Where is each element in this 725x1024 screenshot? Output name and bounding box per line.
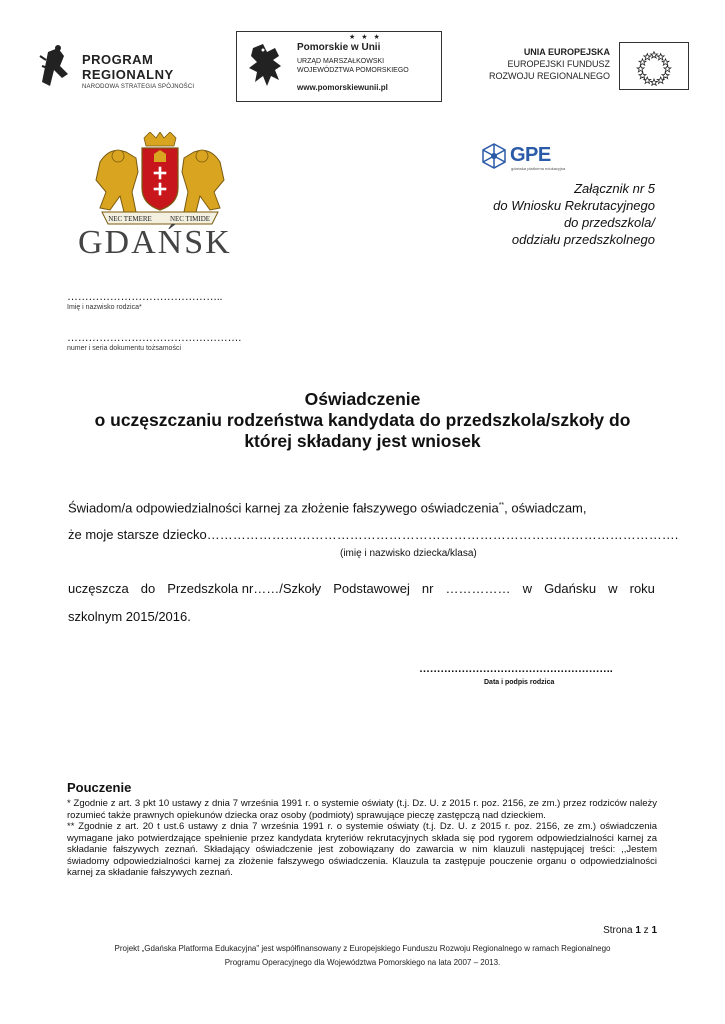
p2-word8: Gdańsku — [544, 581, 597, 596]
eu-flag-icon — [619, 42, 689, 90]
p2-word9: w — [608, 581, 618, 596]
griffin-icon — [245, 42, 289, 90]
ribbon-right-text: NEC TIMIDE — [169, 215, 211, 223]
p2-word2: do — [140, 581, 156, 596]
declaration-text-b: , oświadczam, — [504, 500, 587, 516]
annex-line3: do przedszkola/ — [563, 215, 655, 230]
footnote-1: * Zgodnie z art. 3 pkt 10 ustawy z dnia 7 września 1991 r. o systemie oświaty (t.j. Dz. U. z 2015 r. poz. 2156, ze zm.) przez rodziców należy rozumieć także prawnych opiekunów dziecka oraz osoby (podmioty) sprawujące pieczę zastępczą nad dzieckiem. — [67, 798, 657, 821]
p2-word7: w — [522, 581, 532, 596]
attendance-line2: szkolnym 2015/2016. — [68, 609, 191, 624]
child-name-field[interactable]: że moje starsze dziecko………………………………………………………………………………………………. — [68, 527, 679, 542]
title-line3: której składany jest wniosek — [244, 431, 481, 451]
footer-line1: Projekt „Gdańska Platforma Edukacyjna" jest współfinansowany z Europejskiego Funduszu Rozwoju Regionalnego w ramach Regionalnego — [114, 944, 611, 953]
program-line3: NARODOWA STRATEGIA SPÓJNOŚCI — [82, 84, 195, 90]
footnote-2: ** Zgodnie z art. 20 t ust.6 ustawy z dnia 7 września 1991 r. o systemie oświaty (t.j. Dz. U. z 2015 r. poz. 2156, ze zm.) oświadczenia wymagane jako potwierdzające spełnienie przez kandydata kryteriów rekrutacyjnych składa się pod rygorem odpowiedzialności karnej za składanie fałszywych zeznań. Składający oświadczenie jest zobowiązany do zawarcia w nim klauzuli następującej treści: ,,Jestem świadomy odpowiedzialności karnej za złożenie fałszywego oświadczenia. Klauzula ta zastępuje pouczenie organu o odpowiedzialności karnej za składanie fałszywych zeznań. — [67, 821, 657, 878]
program-line2: REGIONALNY — [82, 67, 174, 82]
pomorskie-line1: URZĄD MARSZAŁKOWSKI — [297, 58, 385, 65]
p2-word4: Podstawowej — [333, 581, 410, 596]
gdansk-crest-icon — [80, 132, 240, 230]
annex-line2: do Wniosku Rekrutacyjnego — [493, 198, 655, 213]
parent-name-label: Imię i nazwisko rodzica* — [67, 304, 142, 311]
program-line1: PROGRAM — [82, 52, 154, 67]
id-document-label: numer i seria dokumentu tożsamości — [67, 345, 181, 352]
eu-line1: UNIA EUROPEJSKA — [523, 47, 610, 57]
gpe-network-icon — [480, 142, 508, 170]
page-footer — [40, 942, 685, 970]
eu-text-block — [482, 46, 610, 82]
annex-line4: oddziału przedszkolnego — [511, 232, 655, 247]
program-regionalny-mark-icon — [38, 42, 72, 90]
id-document-field[interactable]: …………………………………………. — [67, 332, 241, 344]
page-total: 1 — [651, 925, 657, 936]
declaration-text-a: Świadom/a odpowiedzialności karnej za złożenie fałszywego oświadczenia — [68, 500, 499, 516]
page-number — [603, 925, 657, 936]
p2-word6[interactable]: …………… — [445, 581, 511, 596]
p2-word3[interactable]: Przedszkola nr……/Szkoły — [167, 581, 322, 596]
signature-label: Data i podpis rodzica — [484, 679, 555, 686]
gpe-sub: gdańska platforma edukacyjna — [511, 166, 566, 171]
annex-line1: Załącznik nr 5 — [574, 181, 655, 196]
footer-line2: Programu Operacyjnego dla Województwa Pomorskiego na lata 2007 – 2013. — [224, 958, 501, 967]
annex-block — [415, 180, 655, 248]
pomorskie-name: Pomorskie w Unii — [297, 42, 381, 53]
declaration-footnote-mark: ** — [498, 502, 505, 509]
instruction-heading: Pouczenie — [67, 780, 132, 795]
title-line2: o uczęszczaniu rodzeństwa kandydata do przedszkola/szkoły do — [94, 410, 631, 430]
ribbon-left-text: NEC TEMERE — [108, 215, 152, 223]
child-name-label: (imię i nazwisko dziecka/klasa) — [340, 548, 477, 559]
signature-field[interactable]: ………………………………………………. — [419, 663, 613, 675]
p2-word10: roku — [629, 581, 655, 596]
instruction-notes — [67, 798, 657, 879]
p2-word5: nr — [421, 581, 434, 596]
declaration-line1 — [68, 497, 668, 517]
gpe-name: GPE — [510, 144, 551, 166]
p2-word1: uczęszcza — [68, 581, 129, 596]
page-current: 1 — [635, 925, 641, 936]
gdansk-wordmark: GDAŃSK — [78, 224, 232, 261]
document-title — [50, 389, 675, 452]
eu-line3: ROZWOJU REGIONALNEGO — [488, 71, 610, 81]
eu-line2: EUROPEJSKI FUNDUSZ — [507, 59, 610, 69]
parent-name-field[interactable]: …………………………………….. — [67, 291, 223, 303]
page-sep: z — [643, 925, 649, 936]
page-prefix: Strona — [603, 925, 633, 936]
pomorskie-url: www.pomorskiewunii.pl — [297, 83, 388, 92]
attendance-line1 — [68, 581, 655, 596]
gpe-logo — [480, 140, 570, 174]
pomorskie-logo — [236, 31, 442, 102]
pomorskie-line2: WOJEWÓDZTWA POMORSKIEGO — [297, 67, 409, 74]
pomorskie-stars: ★ ★ ★ — [349, 34, 382, 41]
title-line1: Oświadczenie — [304, 389, 421, 409]
program-regionalny-logo — [38, 40, 208, 96]
